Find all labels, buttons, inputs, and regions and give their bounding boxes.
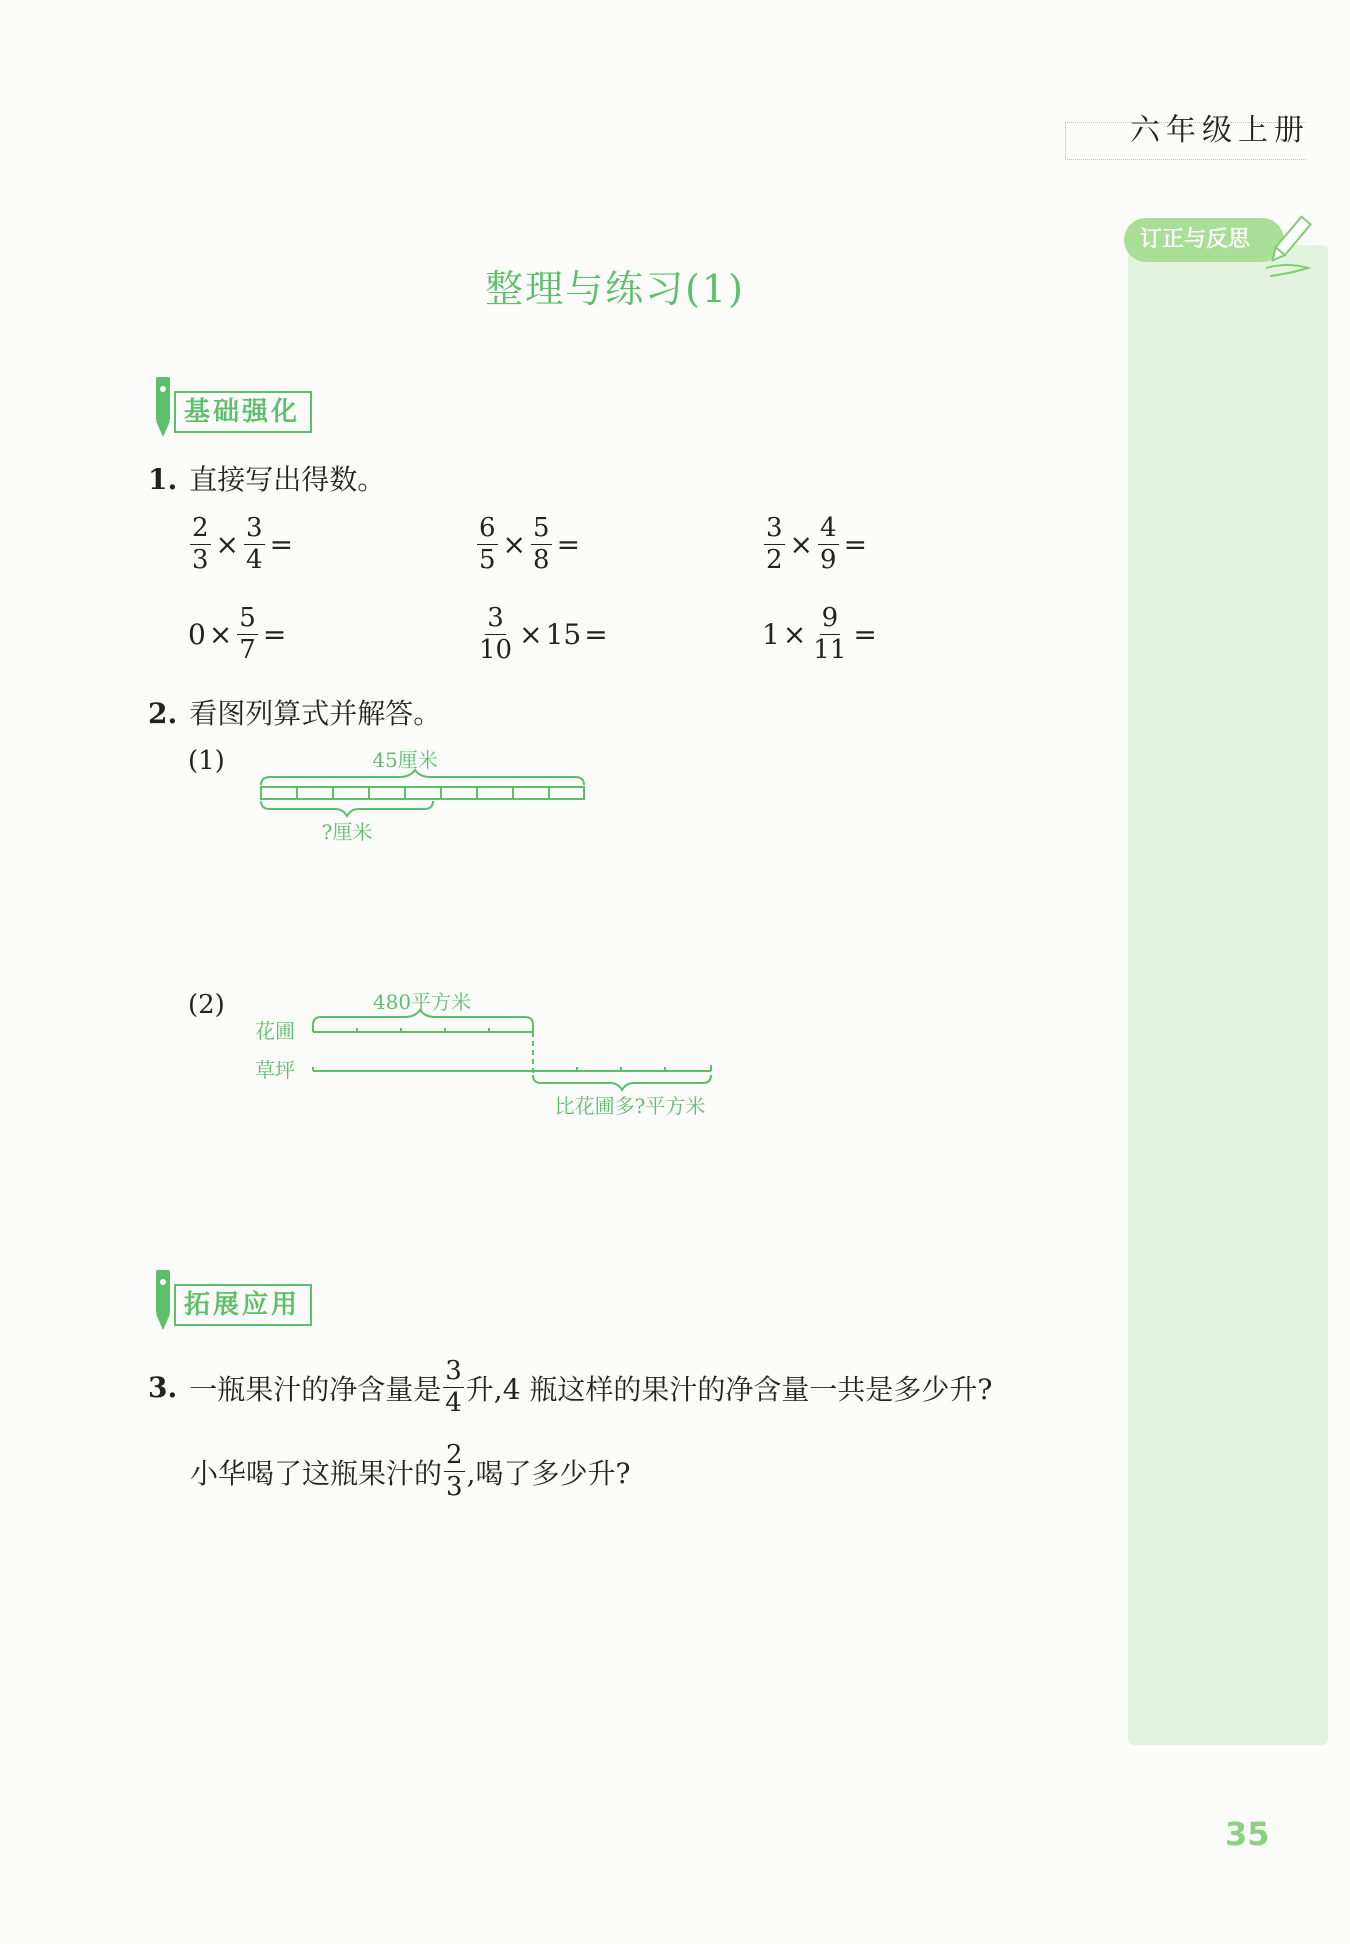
fraction: $\frac{6}{5}$: [479, 513, 496, 576]
section-label: 基础强化: [174, 391, 312, 433]
expression: 0 × $\frac{5}{7}$ =: [188, 603, 287, 666]
question-2: [148, 692, 441, 732]
expression: $\frac{3}{2}$ × $\frac{4}{9}$ =: [766, 513, 868, 576]
expression: 1 × $\frac{9}{11}$ =: [762, 603, 877, 666]
segment-diagram-1: [250, 745, 610, 845]
fraction: $\frac{9}{11}$: [813, 603, 847, 666]
question-text: 一瓶果汁的净含量是: [189, 1372, 442, 1406]
question-text: 直接写出得数。: [189, 463, 386, 496]
top-label: 480平方米: [372, 990, 472, 1014]
expression: $\frac{2}{3}$ × $\frac{3}{4}$ =: [192, 513, 294, 576]
page-title: 整理与练习(1): [485, 267, 745, 311]
question-text: 看图列算式并解答。: [189, 697, 442, 730]
expression: $\frac{3}{10}$ × 15 =: [479, 603, 608, 666]
correction-panel: [1128, 245, 1328, 1745]
sub-label: (2): [188, 990, 225, 1020]
fraction: $\frac{2}{3}$: [446, 1440, 463, 1503]
row-label: 花圃: [255, 1019, 295, 1043]
question-text: ,喝了多少升?: [466, 1456, 631, 1490]
top-label: 45厘米: [372, 748, 438, 772]
bottom-label: 比花圃多?平方米: [554, 1094, 706, 1118]
question-1: [148, 458, 385, 498]
section-label: 拓展应用: [174, 1284, 312, 1326]
expression: $\frac{6}{5}$ × $\frac{5}{8}$ =: [479, 513, 581, 576]
page-number: 35: [1225, 1815, 1270, 1853]
question-text: 小华喝了这瓶果汁的: [190, 1456, 443, 1490]
sub-label: (1): [188, 746, 225, 776]
question-number: 3.: [148, 1371, 178, 1405]
question-3-followup: [190, 1442, 630, 1502]
fraction: $\frac{3}{10}$: [479, 603, 513, 666]
pencil-icon: [1258, 212, 1318, 282]
question-number: 1.: [148, 463, 178, 496]
fraction: $\frac{5}{7}$: [239, 603, 256, 666]
bottom-label: ?厘米: [321, 820, 373, 844]
question-3: [148, 1358, 992, 1418]
fraction: $\frac{5}{8}$: [533, 513, 550, 576]
question-number: 2.: [148, 697, 178, 730]
question-text: 升,4 瓶这样的果汁的净含量一共是多少升?: [465, 1372, 993, 1406]
grade-label: 六年级上册: [1130, 113, 1310, 148]
fraction: $\frac{4}{9}$: [820, 513, 837, 576]
row-label: 草坪: [255, 1058, 295, 1082]
fraction: $\frac{3}{4}$: [246, 513, 263, 576]
fraction: $\frac{2}{3}$: [192, 513, 209, 576]
bar: [261, 787, 584, 799]
fraction: $\frac{3}{2}$: [766, 513, 783, 576]
segment-diagram-2: [255, 985, 725, 1120]
correction-tab: 订正与反思: [1124, 218, 1284, 262]
fraction: $\frac{3}{4}$: [445, 1356, 462, 1419]
